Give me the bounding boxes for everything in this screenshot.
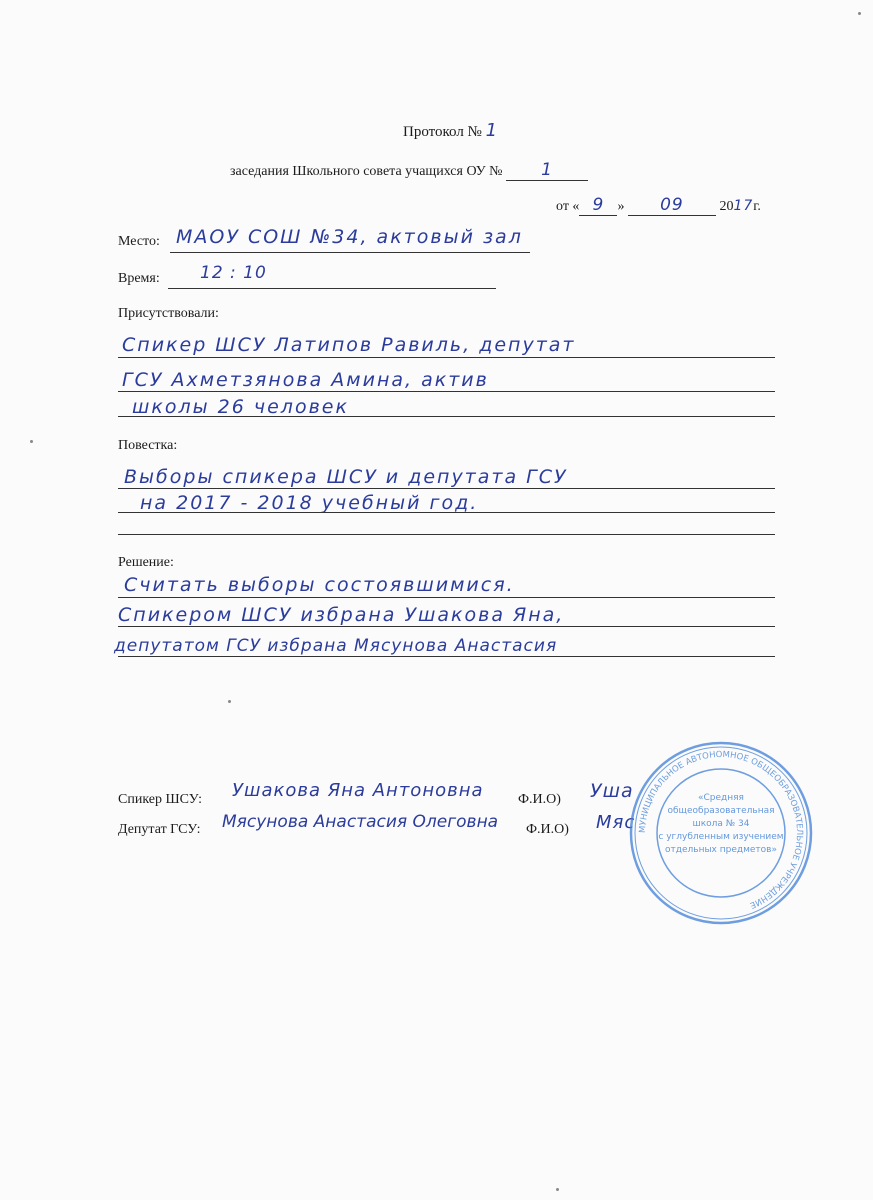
svg-text:с углубленным изучением: с углубленным изучением [658, 832, 784, 842]
scan-speck [858, 12, 861, 15]
deputy-name: Мясунова Анастасия Олеговна [222, 812, 499, 832]
agenda-line-2: на 2017 - 2018 учебный год. [140, 492, 479, 514]
present-label: Присутствовали: [118, 306, 219, 321]
deputy-signature: Мяс [596, 812, 636, 833]
title-number: 1 [485, 120, 499, 141]
title-prefix: Протокол № [403, 124, 482, 140]
date-prefix: от « [556, 199, 580, 214]
svg-text:«Средняя: «Средняя [698, 793, 744, 803]
deputy-fio: Ф.И.О) [526, 822, 569, 837]
scan-speck [556, 1188, 559, 1191]
present-rule-1 [118, 357, 775, 358]
speaker-signature: Уша [590, 780, 634, 802]
protocol-title [403, 120, 498, 141]
date-suffix: г. [753, 199, 761, 214]
date-year: 17 [733, 198, 754, 214]
subtitle-prefix: заседания Школьного совета учащихся ОУ № [230, 164, 503, 179]
present-line-2: ГСУ Ахметзянова Амина, актив [122, 369, 489, 391]
deputy-label: Депутат ГСУ: [118, 822, 201, 837]
speaker-fio: Ф.И.О) [518, 792, 561, 807]
time-value: 12 : 10 [200, 263, 267, 283]
protocol-date [556, 195, 761, 216]
date-day-field [579, 195, 617, 216]
date-month: 09 [660, 195, 684, 215]
date-month-field [628, 195, 716, 216]
place-value: МАОУ СОШ №34, актовый зал [176, 226, 523, 248]
agenda-rule-2 [118, 512, 775, 513]
date-mid: » [617, 199, 625, 214]
decision-label: Решение: [118, 555, 174, 570]
present-line-3: школы 26 человек [132, 396, 349, 418]
time-underline [168, 288, 496, 289]
scan-speck [30, 440, 33, 443]
scan-speck [228, 700, 231, 703]
present-line-1: Спикер ШСУ Латипов Равиль, депутат [122, 334, 576, 356]
decision-rule-1 [118, 597, 775, 598]
speaker-name: Ушакова Яна Антоновна [232, 780, 484, 801]
decision-line-1: Считать выборы состоявшимися. [124, 574, 515, 596]
agenda-label: Повестка: [118, 438, 178, 453]
decision-line-3: депутатом ГСУ избрана Мясунова Анастасия [114, 636, 558, 656]
stamp-ring-text: МУНИЦИПАЛЬНОЕ АВТОНОМНОЕ ОБЩЕОБРАЗОВАТЕЛЬНОЕ УЧРЕЖДЕНИЕ [637, 749, 805, 910]
decision-rule-2 [118, 626, 775, 627]
speaker-label: Спикер ШСУ: [118, 792, 203, 807]
place-underline [170, 252, 530, 253]
protocol-subtitle [230, 160, 588, 181]
date-year-prefix: 20 [719, 199, 734, 214]
time-label: Время: [118, 271, 160, 286]
stamp-center-text [658, 793, 783, 855]
school-number-field [506, 160, 588, 181]
school-number: 1 [541, 160, 553, 180]
present-rule-3 [118, 416, 775, 417]
svg-text:общеобразовательная: общеобразовательная [667, 806, 775, 816]
decision-line-2: Спикером ШСУ избрана Ушакова Яна, [118, 604, 565, 626]
svg-text:школа № 34: школа № 34 [692, 819, 750, 829]
agenda-rule-1 [118, 488, 775, 489]
school-stamp [628, 740, 814, 926]
place-label: Место: [118, 234, 160, 249]
present-rule-2 [118, 391, 775, 392]
agenda-line-1: Выборы спикера ШСУ и депутата ГСУ [124, 466, 568, 488]
agenda-rule-3 [118, 534, 775, 535]
date-day: 9 [592, 195, 605, 215]
decision-rule-3 [118, 656, 775, 657]
svg-text:отдельных предметов»: отдельных предметов» [665, 845, 777, 855]
